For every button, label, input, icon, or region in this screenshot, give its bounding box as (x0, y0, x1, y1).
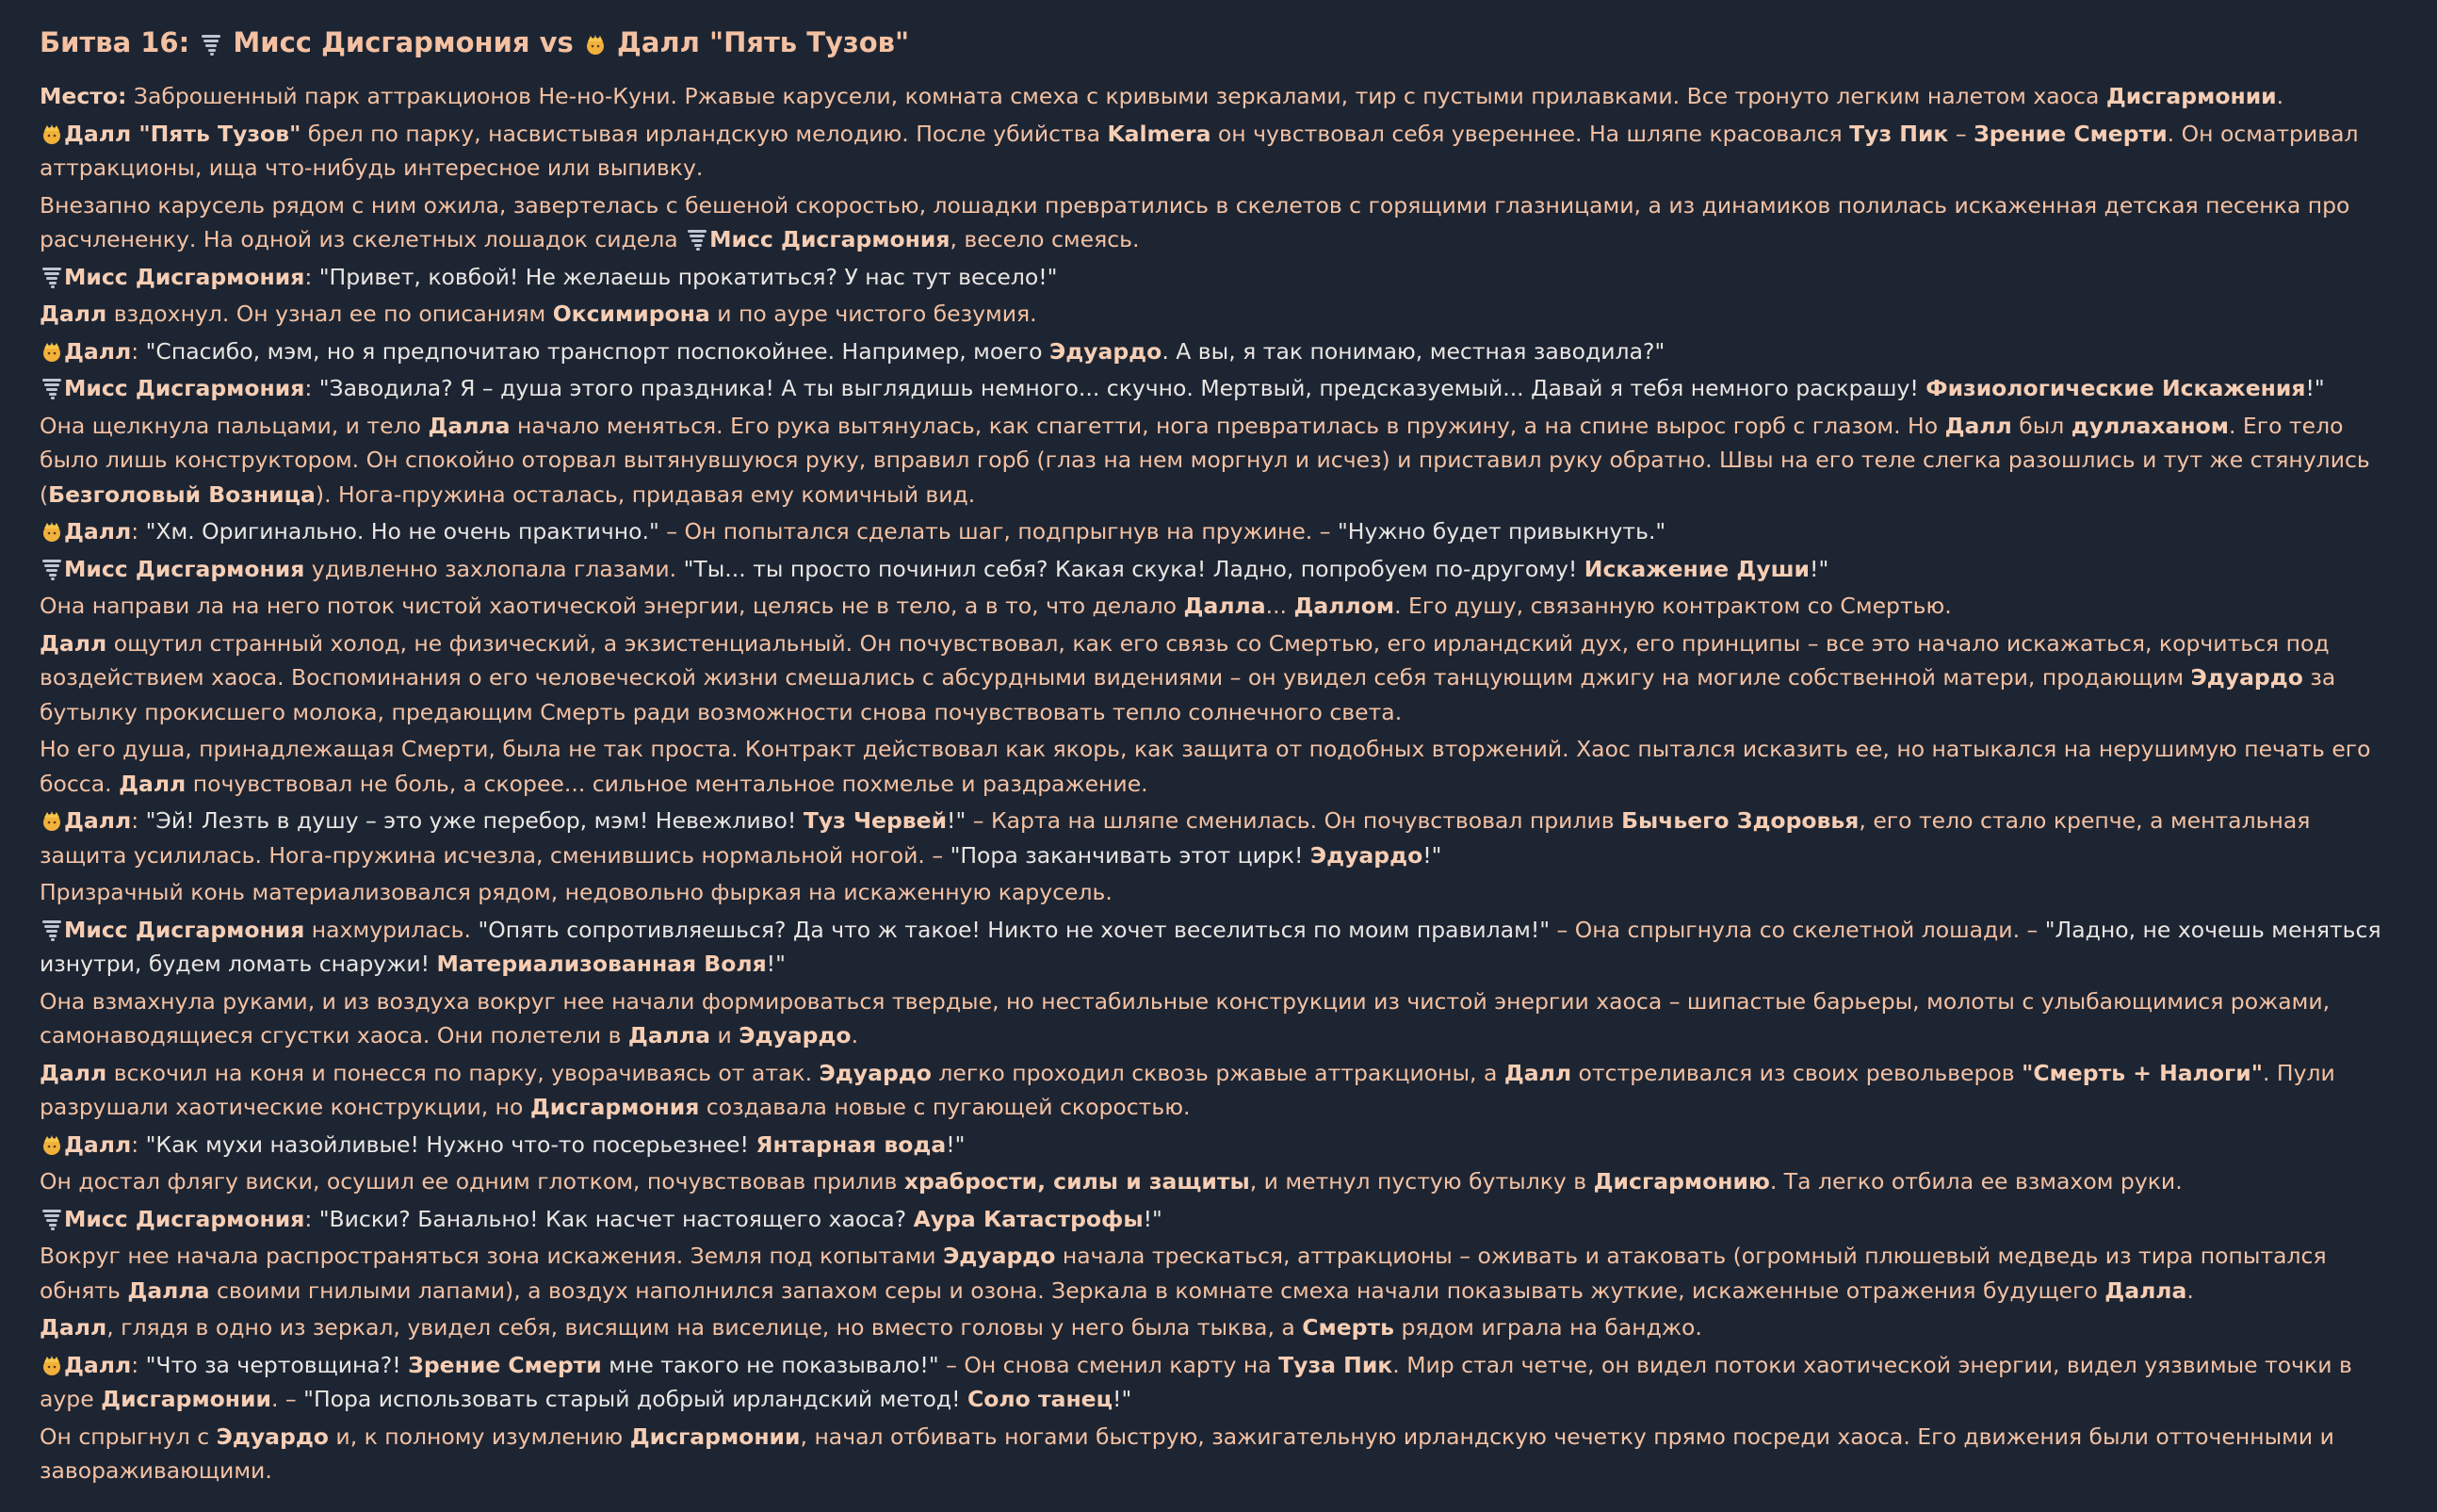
bold-text: Физиологические Искажения (1925, 375, 2306, 401)
tornado-icon (40, 913, 64, 948)
bold-text: Даллом (1293, 593, 1395, 619)
narration-text: – Карта на шляпе сменилась. Он почувствовал прилив (966, 807, 1622, 834)
dialogue-text: "Виски? Банально! Как насчет настоящего хаоса? (318, 1205, 914, 1232)
narration-text: отстреливался из своих револьверов (1571, 1059, 2023, 1086)
narration-text: ... (1265, 593, 1294, 619)
bold-text: Далл (64, 337, 132, 365)
narration-text: своими гнилыми лапами), а воздух наполнился запахом серы и озона. Зеркала в комнате смеха начали показывать жуткие, искаженные отражения будущего (209, 1276, 2105, 1304)
crown-icon (40, 804, 64, 838)
bold-text: Мисс Дисгармония (64, 916, 305, 943)
narration-text: начала трескаться, аттракционы – оживать и атаковать (огромный плюшевый медведь из тира попытался обнять (40, 1243, 2327, 1304)
bold-text: Далл (40, 1314, 107, 1341)
story-paragraph (40, 913, 2397, 982)
bold-text: Дисгармонию (1593, 1168, 1770, 1195)
narration-text: – (1948, 120, 1974, 147)
story-paragraph (40, 589, 2397, 624)
story-paragraph (40, 79, 2397, 114)
story-paragraph (40, 1128, 2397, 1162)
story-paragraph (40, 984, 2397, 1053)
narration-text: – Она спрыгнула со скелетной лошади. – (1550, 916, 2045, 943)
bold-text: Эдуардо (1048, 337, 1162, 365)
bold-text: дуллаханом (2071, 412, 2229, 439)
story-paragraph (40, 1164, 2397, 1199)
narration-text: : (131, 518, 146, 545)
fighter-1-name: Мисс Дисгармония (233, 26, 530, 58)
story-paragraph (40, 1202, 2397, 1237)
versus-label: vs (539, 26, 574, 58)
dialogue-text: "Пора использовать старый добрый ирландский метод! (303, 1386, 968, 1412)
narration-text: он чувствовал себя увереннее. На шляпе красовался (1210, 120, 1850, 147)
narration-text: . (2186, 1276, 2194, 1304)
narration-text: : (131, 337, 146, 365)
narration-text: легко проходил сквозь ржавые аттракционы, а (931, 1059, 1504, 1086)
bold-text: Зрение Смерти (1974, 120, 2168, 147)
narration-text: начало меняться. Его рука вытянулась, как спагетти, нога превратилась в пружину, а на спине вырос горб с глазом. Но (510, 412, 1945, 439)
narration-text: за бутылку прокисшего молока, предающим Смерть ради возможности снова почувствовать тепло солнечного света. (40, 664, 2336, 725)
story-paragraph (40, 626, 2397, 730)
dialogue-text: !" (947, 807, 967, 834)
narration-text: Призрачный конь материализовался рядом, недовольно фыркая на искаженную карусель. (40, 879, 1113, 905)
bold-text: Место: (40, 83, 127, 109)
dialogue-text: !" (1422, 841, 1442, 869)
story-paragraph (40, 875, 2397, 910)
narration-text: . Он осматривал аттракционы, ища что-нибудь интересное или выпивку. (40, 120, 2359, 181)
narration-text: , глядя в одно из зеркал, увидел себя, висящим на виселице, но вместо головы у него была тыква, а (106, 1314, 1303, 1341)
battle-number: Битва 16: (40, 26, 190, 58)
crown-icon (40, 334, 64, 369)
bold-text: Туз Червей (803, 807, 948, 834)
story-paragraph (40, 297, 2397, 332)
story-paragraph (40, 334, 2397, 369)
bold-text: Безголовый Возница (48, 480, 316, 508)
bold-text: Аура Катастрофы (913, 1205, 1144, 1232)
narration-text: : (304, 375, 319, 401)
bold-text: "Смерть + Налоги" (2022, 1059, 2263, 1086)
tornado-icon (40, 371, 64, 406)
narration-text: : (131, 1351, 146, 1378)
bold-text: Туза Пик (1278, 1351, 1393, 1378)
dialogue-text: "Опять сопротивляешься? Да что ж такое! Никто не хочет веселиться по моим правилам!" (478, 916, 1551, 943)
story-paragraph (40, 552, 2397, 587)
narration-text: . – (270, 1386, 304, 1412)
dialogue-text: !" (946, 1130, 966, 1158)
bold-text: Далл (1944, 412, 2012, 439)
narration-text: . Его тело было лишь конструктором. Он спокойно оторвал вытянувшуюся руку, вправил горб (глаз на нем моргнул и исчез) и приставил руку обратно. Швы на его теле слегка разошлись и тут же стянулись ( (40, 412, 2370, 508)
narration-text: : (304, 1205, 319, 1232)
bold-text: Янтарная вода (755, 1130, 947, 1158)
narration-text: рядом играла на банджо. (1393, 1314, 1702, 1341)
dialogue-text: !" (1143, 1205, 1162, 1232)
bold-text: Эдуардо (1309, 841, 1423, 869)
narration-text: был (2011, 412, 2071, 439)
dialogue-text: !" (1810, 555, 1829, 582)
bold-text: Эдуардо (2190, 664, 2303, 691)
narration-text: Заброшенный парк аттракционов Не-но-Куни. Ржавые карусели, комната смеха с кривыми зеркалами, тир с пустыми прилавками. Все тронуто легким налетом хаоса (126, 83, 2106, 109)
dialogue-text: "Ты... ты просто починил себя? Какая скука! Ладно, попробуем по-другому! (683, 555, 1584, 582)
bold-text: Бычьего Здоровья (1621, 807, 1860, 834)
story-paragraph (40, 804, 2397, 872)
narration-text: . (851, 1022, 859, 1049)
story-paragraph (40, 732, 2397, 801)
bold-text: Дисгармонии (2105, 83, 2277, 109)
bold-text: Далла (428, 412, 511, 439)
bold-text: Мисс Дисгармония (64, 375, 305, 401)
tornado-icon (685, 222, 709, 257)
story-paragraph (40, 1348, 2397, 1417)
narration-text: Он спрыгнул с (40, 1423, 217, 1450)
bold-text: Туз Пик (1849, 120, 1949, 147)
narration-text: брел по парку, насвистывая ирландскую мелодию. После убийства (301, 120, 1108, 147)
story-paragraph (40, 188, 2397, 257)
bold-text: Эдуардо (819, 1059, 932, 1086)
bold-text: Далл (1503, 1059, 1572, 1086)
narration-text: и, к полному изумлению (328, 1423, 630, 1450)
narration-text: вскочил на коня и понесся по парку, уворачиваясь от атак. (106, 1059, 820, 1086)
bold-text: Kalmera (1107, 120, 1211, 147)
dialogue-text: мне такого не показывало!" (601, 1351, 939, 1378)
story-paragraph (40, 1420, 2397, 1488)
battle-story (40, 79, 2397, 1488)
bold-text: Эдуардо (943, 1243, 1056, 1269)
narration-text: Но его душа, принадлежащая Смерти, была не так проста. Контракт действовал как якорь, как защита от подобных вторжений. Хаос пытался исказить ее, но натыкался на нерушимую печать его босса. (40, 736, 2371, 797)
narration-text: Она направи ла на него поток чистой хаотической энергии, целясь не в тело, а в то, что делало (40, 593, 1184, 619)
narration-text: : (304, 263, 319, 290)
narration-text: удивленно захлопала глазами. (304, 555, 684, 582)
dialogue-text: "Заводила? Я – душа этого праздника! А ты выглядишь немного... скучно. Мертвый, предсказуемый... Давай я тебя немного раскрашу! (318, 375, 1926, 401)
dialogue-text: "Что за чертовщина?! (145, 1351, 409, 1378)
bold-text: Мисс Дисгармония (709, 226, 950, 252)
bold-text: Мисс Дисгармония (64, 263, 305, 290)
dialogue-text: "Хм. Оригинально. Но не очень практично." (145, 518, 659, 545)
dialogue-text: !" (766, 951, 786, 977)
tornado-icon (199, 19, 223, 66)
story-paragraph (40, 1310, 2397, 1345)
narration-text: ощутил странный холод, не физический, а экзистенциальный. Он почувствовал, как его связь со Смертью, его ирландский дух, его принципы – все это начало искажаться, корчиться под воздействием хаоса. Воспоминания о его человеческой жизни смешались с абсурдными видениями – он увидел себя танцующим джигу на могиле собственной матери, продающим (40, 629, 2330, 691)
bold-text: Смерть (1302, 1314, 1394, 1341)
narration-text: , весело смеясь. (950, 226, 1140, 252)
story-paragraph (40, 117, 2397, 186)
bold-text: Дисгармонии (629, 1423, 801, 1450)
story-paragraph (40, 1239, 2397, 1308)
narration-text: , начал отбивать ногами быструю, зажигательную ирландскую чечетку прямо посреди хаоса. Его движения были отточенными и завораживающими. (40, 1423, 2334, 1484)
tornado-icon (40, 1202, 64, 1237)
bold-text: Далл (64, 1130, 132, 1158)
bold-text: Далл (119, 770, 187, 797)
bold-text: Оксимирона (552, 301, 710, 327)
bold-text: Материализованная Воля (436, 951, 767, 977)
bold-text: Зрение Смерти (408, 1351, 602, 1378)
dialogue-text: "Спасибо, мэм, но я предпочитаю транспорт поспокойнее. Например, моего (145, 337, 1049, 365)
narration-text: создавала новые с пугающей скоростью. (699, 1094, 1191, 1120)
bold-text: храбрости, силы и защиты (903, 1168, 1250, 1195)
narration-text: Она взмахнула руками, и из воздуха вокруг нее начали формироваться твердые, но нестабильные конструкции из чистой энергии хаоса – шипастые барьеры, молоты с улыбающимися рожами, самонаводящиеся сгустки хаоса. Они полетели в (40, 987, 2331, 1049)
bold-text: Далла (1183, 593, 1266, 619)
narration-text: вздохнул. Он узнал ее по описаниям (106, 301, 553, 327)
dialogue-text: "Нужно будет привыкнуть." (1337, 518, 1666, 545)
bold-text: Далла (127, 1276, 210, 1304)
narration-text: ). Нога-пружина осталась, придавая ему комичный вид. (315, 480, 976, 508)
tornado-icon (40, 552, 64, 587)
narration-text: , и метнул пустую бутылку в (1249, 1168, 1594, 1195)
dialogue-text: "Привет, ковбой! Не желаешь прокатиться? У нас тут весело!" (318, 263, 1058, 290)
bold-text: Искажение Души (1584, 555, 1811, 582)
bold-text: Далла (2104, 1276, 2187, 1304)
narration-text: Она щелкнула пальцами, и тело (40, 412, 429, 439)
dialogue-text: "Пора заканчивать этот цирк! (950, 841, 1310, 869)
bold-text: Далл (64, 807, 132, 834)
dialogue-text: "Как мухи назойливые! Нужно что-то посерьезнее! (145, 1130, 756, 1158)
bold-text: Далл (64, 518, 132, 545)
narration-text: : (131, 1130, 146, 1158)
crown-icon (40, 514, 64, 549)
truncated-line (40, 1491, 2397, 1512)
tornado-icon (40, 260, 64, 295)
crown-icon (583, 19, 608, 66)
narration-text: . Пули разрушали хаотические конструкции, но (40, 1059, 2335, 1120)
narration-text: Вокруг нее начала распространяться зона искажения. Земля под копытами (40, 1243, 944, 1269)
narration-text: , его тело стало крепче, а ментальная защита усилилась. Нога-пружина исчезла, сменившись нормальной ногой. – (40, 807, 2311, 869)
narration-text: и (710, 1022, 739, 1049)
narration-text: : (131, 807, 146, 834)
bold-text: Далл (40, 629, 107, 657)
bold-text: Далла (627, 1022, 710, 1049)
fighter-2-name: Далл "Пять Тузов" (617, 26, 910, 58)
narration-text: . Та легко отбила ее взмахом руки. (1769, 1168, 2183, 1195)
story-paragraph (40, 260, 2397, 295)
bold-text: Далл (40, 301, 107, 327)
battle-title (40, 19, 2397, 66)
narration-text: . Его душу, связанную контрактом со Смертью. (1394, 593, 1952, 619)
narration-text: и по ауре чистого безумия. (709, 301, 1037, 327)
bold-text: Мисс Дисгармония (64, 555, 305, 582)
bold-text: Дисгармонии (101, 1386, 271, 1412)
bold-text: Далл (40, 1059, 107, 1086)
bold-text: Дисгармония (529, 1094, 700, 1120)
narration-text: . Мир стал четче, он видел потоки хаотической энергии, видел уязвимые точки в ауре (40, 1351, 2352, 1412)
crown-icon (40, 1348, 64, 1383)
bold-text: Далл "Пять Тузов" (64, 120, 301, 147)
narration-text: почувствовал не боль, а скорее... сильное ментальное похмелье и раздражение. (186, 770, 1148, 797)
bold-text: Далл (64, 1351, 132, 1378)
narration-text: – Он попытался сделать шаг, подпрыгнув на пружине. – (658, 518, 1338, 545)
story-paragraph (40, 371, 2397, 406)
bold-text: Соло танец (967, 1386, 1113, 1412)
dialogue-text: "Эй! Лезть в душу – это уже перебор, мэм! Невежливо! (145, 807, 804, 834)
bold-text: Мисс Дисгармония (64, 1205, 305, 1232)
bold-text: Эдуардо (216, 1423, 329, 1450)
story-paragraph (40, 409, 2397, 512)
crown-icon (40, 117, 64, 152)
story-paragraph (40, 514, 2397, 549)
narration-text: – Он снова сменил карту на (938, 1351, 1279, 1378)
dialogue-text: !" (2305, 375, 2325, 401)
narration-text: Он достал флягу виски, осушил ее одним глотком, почувствовав прилив (40, 1168, 904, 1195)
dialogue-text: !" (1113, 1386, 1132, 1412)
dialogue-text: "Ладно, не хочешь меняться изнутри, будем ломать снаружи! (40, 916, 2381, 977)
narration-text: . (2276, 83, 2284, 109)
story-paragraph (40, 1056, 2397, 1125)
dialogue-text: . А вы, я так понимаю, местная заводила?" (1162, 337, 1665, 365)
bold-text: Эдуардо (739, 1022, 852, 1049)
narration-text: нахмурилась. (304, 916, 479, 943)
narration-text: Внезапно карусель рядом с ним ожила, завертелась с бешеной скоростью, лошадки превратились в скелетов с горящими глазницами, а из динамиков полилась искаженная детская песенка про расчлененку. На одной из скелетных лошадок сидела (40, 191, 2350, 252)
crown-icon (40, 1128, 64, 1162)
